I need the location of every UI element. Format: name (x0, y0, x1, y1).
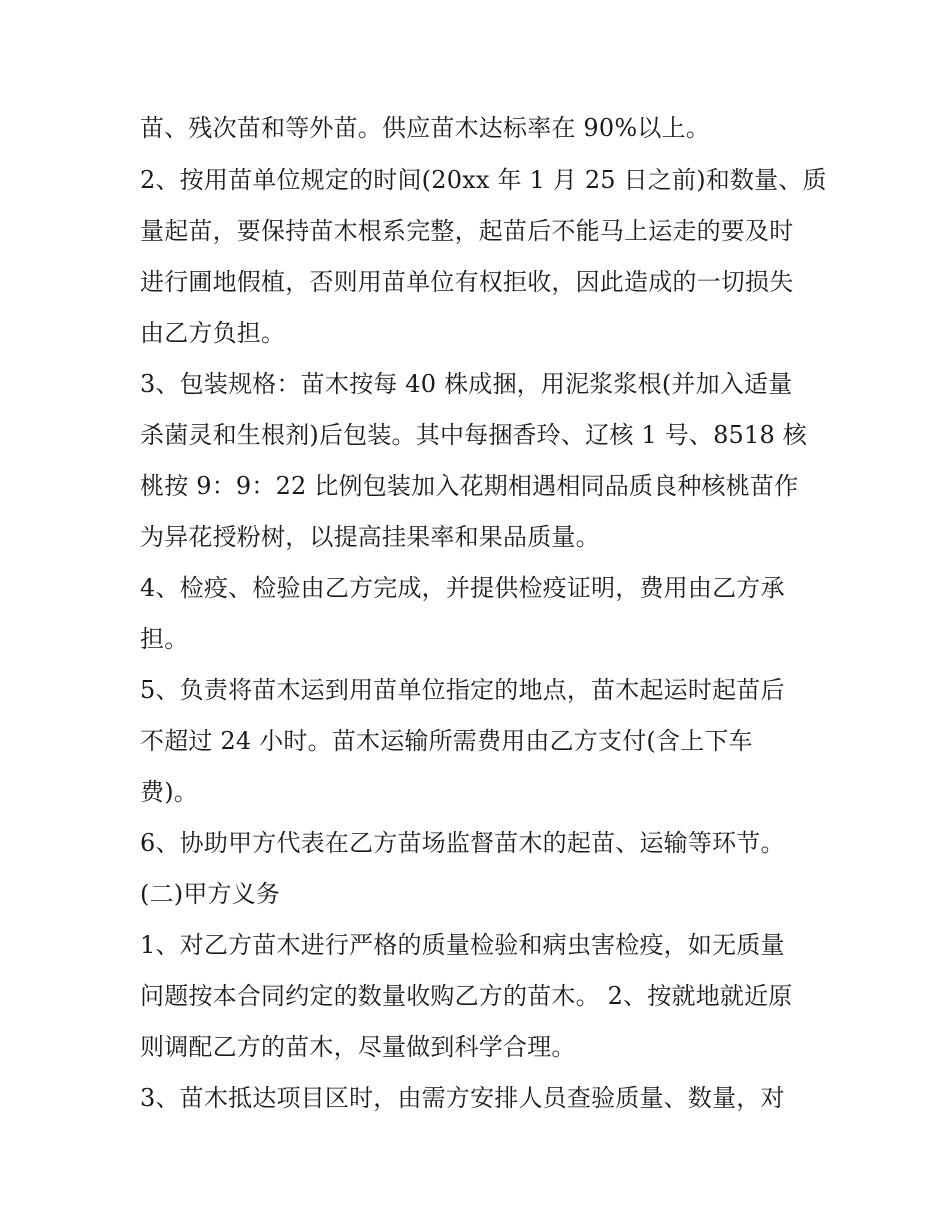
text-line: 不超过 24 小时。苗木运输所需费用由乙方支付(含上下车 (140, 727, 753, 755)
text-line: 由乙方负担。 (140, 319, 286, 347)
text-line: 5、负责将苗木运到用苗单位指定的地点，苗木起运时起苗后 (140, 676, 785, 704)
text-line: 苗、残次苗和等外苗。供应苗木达标率在 90%以上。 (140, 114, 710, 142)
text-line: 担。 (140, 625, 189, 653)
text-line: 1、对乙方苗木进行严格的质量检验和病虫害检疫，如无质量 (140, 931, 785, 959)
text-line: 杀菌灵和生根剂)后包装。其中每捆香玲、辽核 1 号、8518 核 (140, 421, 807, 449)
text-line: 进行圃地假植，否则用苗单位有权拒收，因此造成的一切损失 (140, 268, 794, 296)
text-line: 2、按用苗单位规定的时间(20xx 年 1 月 25 日之前)和数量、质 (140, 166, 827, 194)
text-line: 6、协助甲方代表在乙方苗场监督苗木的起苗、运输等环节。 (140, 829, 785, 857)
text-line: 桃按 9：9：22 比例包装加入花期相遇相同品质良种核桃苗作 (140, 472, 799, 500)
text-line: 4、检疫、检验由乙方完成，并提供检疫证明，费用由乙方承 (140, 574, 785, 602)
section-heading: (二)甲方义务 (140, 880, 281, 908)
text-line: 3、苗木抵达项目区时，由需方安排人员查验质量、数量，对 (140, 1084, 785, 1112)
text-line: 3、包装规格：苗木按每 40 株成捆，用泥浆浆根(并加入适量 (140, 370, 793, 398)
text-line: 则调配乙方的苗木，尽量做到科学合理。 (140, 1033, 576, 1061)
text-line: 问题按本合同约定的数量收购乙方的苗木。 2、按就地就近原 (140, 982, 793, 1010)
text-line: 为异花授粉树，以提高挂果率和果品质量。 (140, 523, 600, 551)
text-line: 量起苗，要保持苗木根系完整，起苗后不能马上运走的要及时 (140, 217, 794, 245)
text-line: 费)。 (140, 778, 198, 806)
